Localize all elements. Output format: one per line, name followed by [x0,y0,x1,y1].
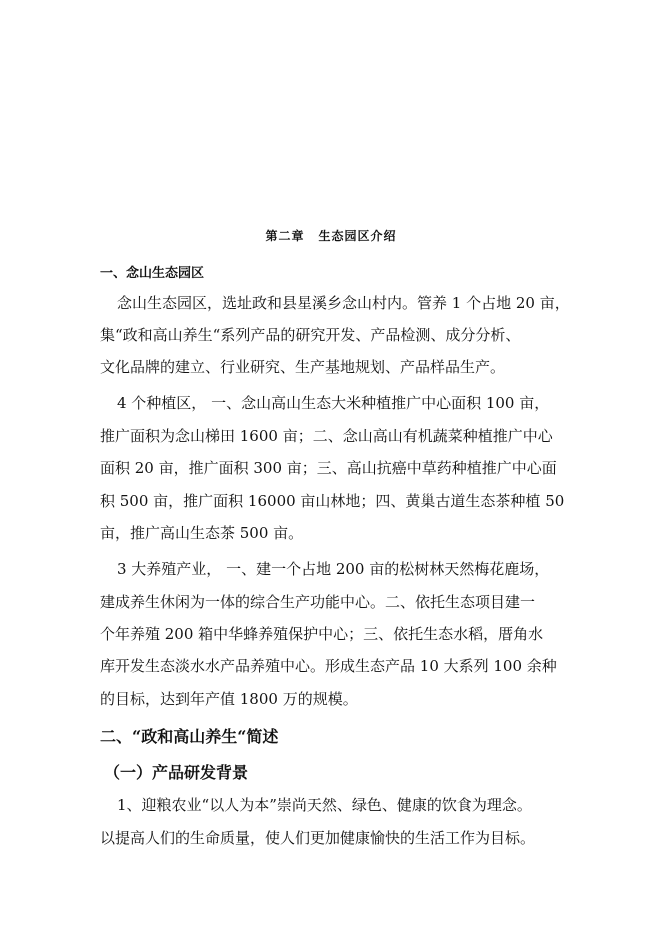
paragraph-line: 1、迎粮农业“以人为本”崇尚天然、绿色、健康的饮食为理念。 [117,796,532,814]
paragraph-line: 积 500 亩，推广面积 16000 亩山林地；四、黄巢古道生态茶种植 50 [100,492,565,510]
paragraph-line: 的目标，达到年产值 1800 万的规模。 [100,690,358,708]
chapter-name: 生态园区介绍 [318,229,397,243]
paragraph-line: 以提高人们的生命质量，使人们更加健康愉快的生活工作为目标。 [100,829,536,847]
paragraph-line: 念山生态园区，选址政和县星溪乡念山村内。管养 1 个占地 20 亩， [117,294,570,312]
paragraph-line: 个年养殖 200 箱中华蜂养殖保护中心；三、依托生态水稻，厝角水 [100,625,544,643]
paragraph-line: 4 个种植区， 一、念山高山生态大米种植推广中心面积 100 亩， [117,394,550,412]
paragraph-line: 库开发生态淡水水产品养殖中心。形成生态产品 10 大系列 100 余种 [100,657,557,675]
section2-heading: 二、“政和高山养生“简述 [100,727,279,746]
paragraph-line: 推广面积为念山梯田 1600 亩；二、念山高山有机蔬菜种植推广中心 [100,427,553,445]
section2-subheading: （一）产品研发背景 [104,763,249,782]
paragraph-line: 集“政和高山养生“系列产品的研究开发、产品检测、成分分析、 [100,326,521,344]
paragraph-line: 建成养生休闲为一体的综合生产功能中心。二、依托生态项目建一 [100,593,536,611]
section1-heading: 一、念山生态园区 [100,266,205,281]
paragraph-line: 文化品牌的建立、行业研究、生产基地规划、产品样品生产。 [100,358,506,376]
chapter-title [0,227,662,244]
paragraph-line: 面积 20 亩，推广面积 300 亩；三、高山抗癌中草药种植推广中心面 [100,459,557,477]
paragraph-line: 3 大养殖产业， 一、建一个占地 200 亩的松树林天然梅花鹿场， [117,560,550,578]
paragraph-line: 亩，推广高山生态茶 500 亩。 [100,524,304,542]
chapter-number: 第二章 [265,229,305,243]
